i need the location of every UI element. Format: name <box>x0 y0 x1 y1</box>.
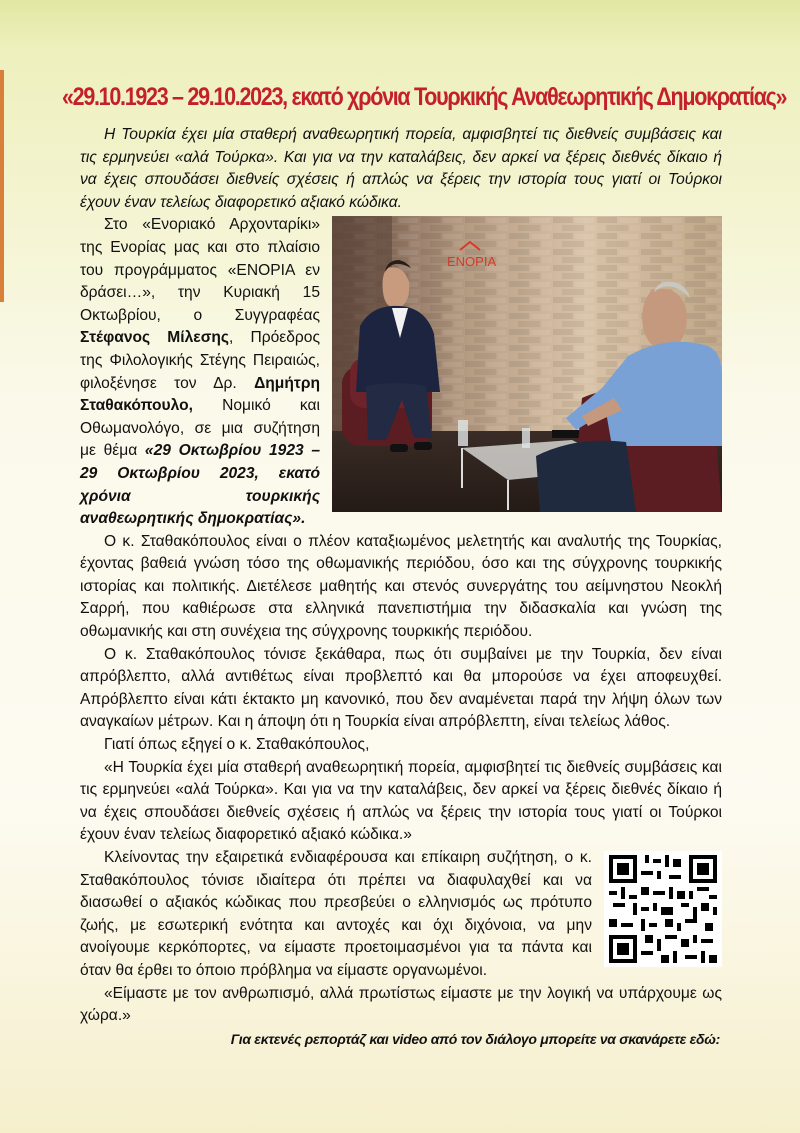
guest-name: Δημήτρη Σταθακόπουλο, <box>80 374 320 415</box>
paragraph-final-quote: «Είμαστε με τον ανθρωπισμό, αλλά πρωτίστως είμαστε με την λογική να υπάρχουμε ως χώρα.» <box>80 984 722 1025</box>
paragraph-analysis: Ο κ. Σταθακόπουλος τόνισε ξεκάθαρα, πως ότι συμβαίνει με την Τουρκία, δεν είναι απρόβλεπτο, αλλά αντιθέτως είναι προβλεπτό και θα μπορούσε να έχει αποφευχθεί. Απρόβλεπτο είναι κάτι έκτακτο μη κανονικό, που δεν αναμένεται παρά την λήψη όλων των αναγκαίων μέτρων. Και η άποψη ότι η Τουρκία είναι απρόβλεπτη, είναι τελείως λάθος. <box>80 645 722 731</box>
paragraph-bio: Ο κ. Σταθακόπουλος είναι ο πλέον καταξιωμένος μελετητής και αναλυτής της Τουρκίας, έχοντας βαθειά γνώση τόσο της οθωμανικής περιόδου, όσο και της σύγχρονης τουρκικής ιστορίας και πολιτικής. Διετέλεσε μαθητής και στενός συνεργάτης του αείμνηστου Νεοκλή Σαρρή, που καθιέρωσε στα ελληνικά πανεπιστήμια την διδασκαλία και γνώση της οθωμανικής και στη συνέχεια της σύγχρονης τουρκικής περιόδου. <box>80 532 722 641</box>
interview-photo <box>332 216 722 512</box>
paragraph-intro-quote: Γιατί όπως εξηγεί ο κ. Σταθακόπουλος, <box>104 736 370 754</box>
side-accent-bar <box>0 70 4 302</box>
paragraph-quote: «Η Τουρκία έχει μία σταθερή αναθεωρητική πορεία, αμφισβητεί τις διεθνείς συμβάσεις και τις ερμηνεύει «αλά Τούρκα». Και για να την καταλάβεις, δεν αρκεί να ξέρεις διεθνές δίκαιο ή να έχεις σπουδάσει διεθνείς σχέσεις ή απλώς να ξέρεις την ιστορία τους γιατί οι Τούρκοι έχουν έναν τελείως διαφορετικό αξιακό κώδικα.» <box>80 758 722 844</box>
svg-text:ΕΝΟΡΙΑ: ΕΝΟΡΙΑ <box>447 254 497 270</box>
paragraph-closing: Κλείνοντας την εξαιρετικά ενδιαφέρουσα και επίκαιρη συζήτηση, ο κ. Σταθακόπουλος τόνισε ιδιαίτερα ότι πρέπει να διαφυλαχθεί και να διασωθεί ο αξιακός κώδικας που πρεσβεύει ο ελληνισμός ως πρότυπο ζωής, με εσωτερική ενότητα και αντοχές και όχι διχόνοια, να μην ανοίγουμε κερκόπορτες, να είμαστε προετοιμασμένοι για τα πάντα και όταν θα έρθει το όποιο πρόβλημα να είμαστε οργανωμένοι. <box>80 847 722 983</box>
lead-paragraph: Η Τουρκία έχει μία σταθερή αναθεωρητική πορεία, αμφισβητεί τις διεθνείς συμβάσεις και τις ερμηνεύει «αλά Τούρκα». Και για να την καταλάβεις, δεν αρκεί να ξέρεις διεθνές δίκαιο ή να έχεις σπουδάσει διεθνείς σχέσεις ή απλώς να ξέρεις την ιστορία τους γιατί οι Τούρκοι έχουν έναν τελείως διαφορετικό αξιακό κώδικα. <box>80 126 722 211</box>
speaker-name: Στέφανος Μίλεσης <box>80 329 229 347</box>
qr-caption: Για εκτενές ρεπορτάζ και video από τον διάλογο μπορείτε να σκανάρετε εδώ: <box>230 1031 720 1047</box>
article-headline: «29.10.1923 – 29.10.2023, εκατό χρόνια Τουρκικής Αναθεωρητικής Δημοκρατίας» <box>62 83 787 111</box>
article-body <box>80 124 722 1028</box>
qr-code[interactable] <box>604 851 722 967</box>
event-theme: «29 Οκτωβρίου 1923 – 29 Οκτωβρίου 2023, εκατό χρόνια τουρκικής αναθεωρητικής δημοκρατίας». <box>80 442 321 528</box>
paragraph-event: ΕΝΟΡΙΑ Στο «Ενοριακό Αρχονταρίκι» της Ενορίας μας και στο πλαίσιο του προγράμματος «ΕΝΟΡΙΑ εν δράσει…», την Κυριακή 15 Οκτωβρίου, ο Συγγραφέας Στέφανος Μίλεσης, Πρόεδρος της Φιλολογικής Στέγης Πειραιώς, φιλοξένησε τον Δρ. Δημήτρη Σταθακόπουλο, Νομικό και Οθωμανολόγο, σε μια συζήτηση με θέμα «29 Οκτωβρίου 1923 – 29 Οκτωβρίου 2023, εκατό χρόνια τουρκικής αναθεωρητικής δημοκρατίας». <box>80 214 722 530</box>
